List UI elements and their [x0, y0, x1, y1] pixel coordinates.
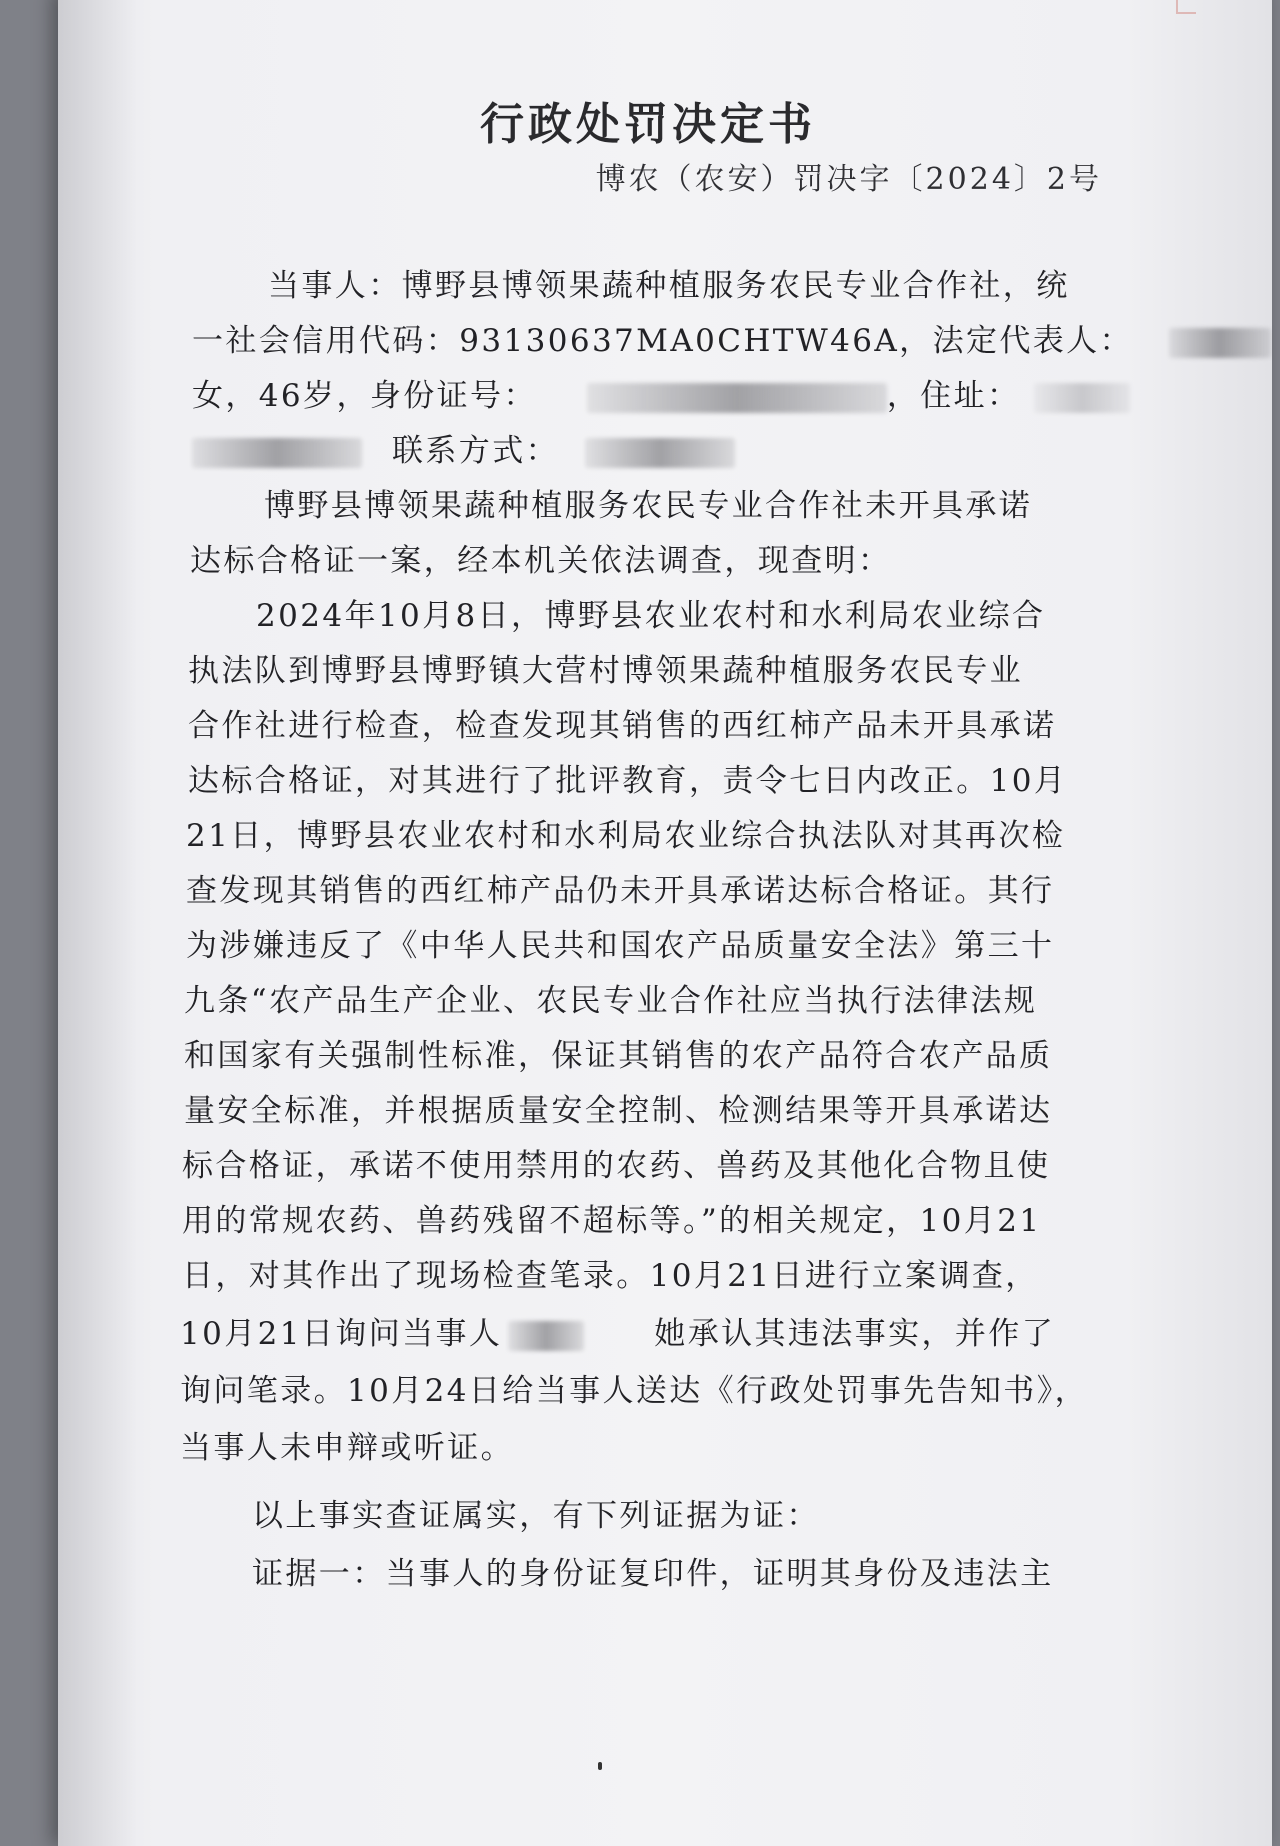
body-line-2: 达标合格证一案，经本机关依法调查，现查明：	[190, 543, 892, 579]
document-title: 行政处罚决定书	[480, 99, 816, 150]
party-line-2	[192, 315, 1271, 360]
body-line-8: 查发现其销售的西红柿产品仍未开具承诺达标合格证。其行	[186, 873, 1055, 909]
body-line-5: 合作社进行检查，检查发现其销售的西红柿产品未开具承诺	[188, 708, 1057, 744]
document-page	[58, 0, 1272, 1846]
document-number: 博农（农安）罚决字〔2024〕2号	[595, 162, 1102, 197]
body-line-15: 日，对其作出了现场检查笔录。10月21日进行立案调查，	[182, 1258, 1039, 1294]
body-line-6: 达标合格证，对其进行了批评教育，责令七日内改正。10月	[188, 763, 1068, 799]
evidence-intro: 以上事实查证属实，有下列证据为证：	[252, 1498, 820, 1534]
body-line-12: 量安全标准，并根据质量安全控制、检测结果等开具承诺达	[184, 1093, 1053, 1129]
evidence-item-1: 证据一：当事人的身份证复印件，证明其身份及违法主	[252, 1556, 1054, 1592]
paper-speck	[598, 1762, 602, 1770]
party-line-3	[192, 370, 1130, 415]
corner-mark	[1176, 0, 1196, 14]
party-line-1: 当事人：博野县博领果蔬种植服务农民专业合作社，统	[268, 268, 1070, 304]
body-line-4: 执法队到博野县博野镇大营村博领果蔬种植服务农民专业	[188, 653, 1023, 689]
redacted-party-name	[508, 1321, 584, 1351]
body-line-16	[180, 1308, 1055, 1353]
redacted-id-number	[587, 383, 887, 413]
redacted-contact	[585, 438, 735, 468]
body-line-11: 和国家有关强制性标准，保证其销售的农产品符合农产品质	[184, 1038, 1053, 1074]
address-label: ，住址：	[886, 378, 1021, 414]
body-line-3: 2024年10月8日，博野县农业农村和水利局农业综合	[256, 598, 1046, 634]
body-line-9: 为涉嫌违反了《中华人民共和国农产品质量安全法》第三十	[186, 928, 1055, 964]
inquiry-text: 10月21日询问当事人	[180, 1316, 503, 1352]
admission-text: 她承认其违法事实，并作了	[654, 1316, 1056, 1352]
body-line-14: 用的常规农药、兽药残留不超标等。”的相关规定，10月21	[182, 1203, 1042, 1239]
redacted-address	[1034, 383, 1130, 413]
id-number-label: 女，46岁，身份证号：	[192, 378, 537, 414]
contact-label: 联系方式：	[392, 433, 559, 469]
body-line-7: 21日，博野县农业农村和水利局农业综合执法队对其再次检	[186, 818, 1066, 854]
page-shadow	[58, 0, 138, 1846]
body-line-13: 标合格证，承诺不使用禁用的农药、兽药及其他化合物且使	[182, 1148, 1051, 1184]
redacted-address-continued	[192, 438, 362, 468]
body-line-18: 当事人未申辩或听证。	[180, 1430, 514, 1466]
party-line-4	[192, 425, 735, 470]
body-line-10: 九条“农产品生产企业、农民专业合作社应当执行法律法规	[184, 983, 1038, 1019]
body-line-17: 询问笔录。10月24日给当事人送达《行政处罚事先告知书》，	[180, 1373, 1088, 1409]
redacted-representative	[1169, 328, 1271, 358]
body-line-1: 博野县博领果蔬种植服务农民专业合作社未开具承诺	[264, 488, 1033, 524]
credit-code-text: 一社会信用代码：93130637MA0CHTW46A，法定代表人：	[192, 323, 1133, 359]
